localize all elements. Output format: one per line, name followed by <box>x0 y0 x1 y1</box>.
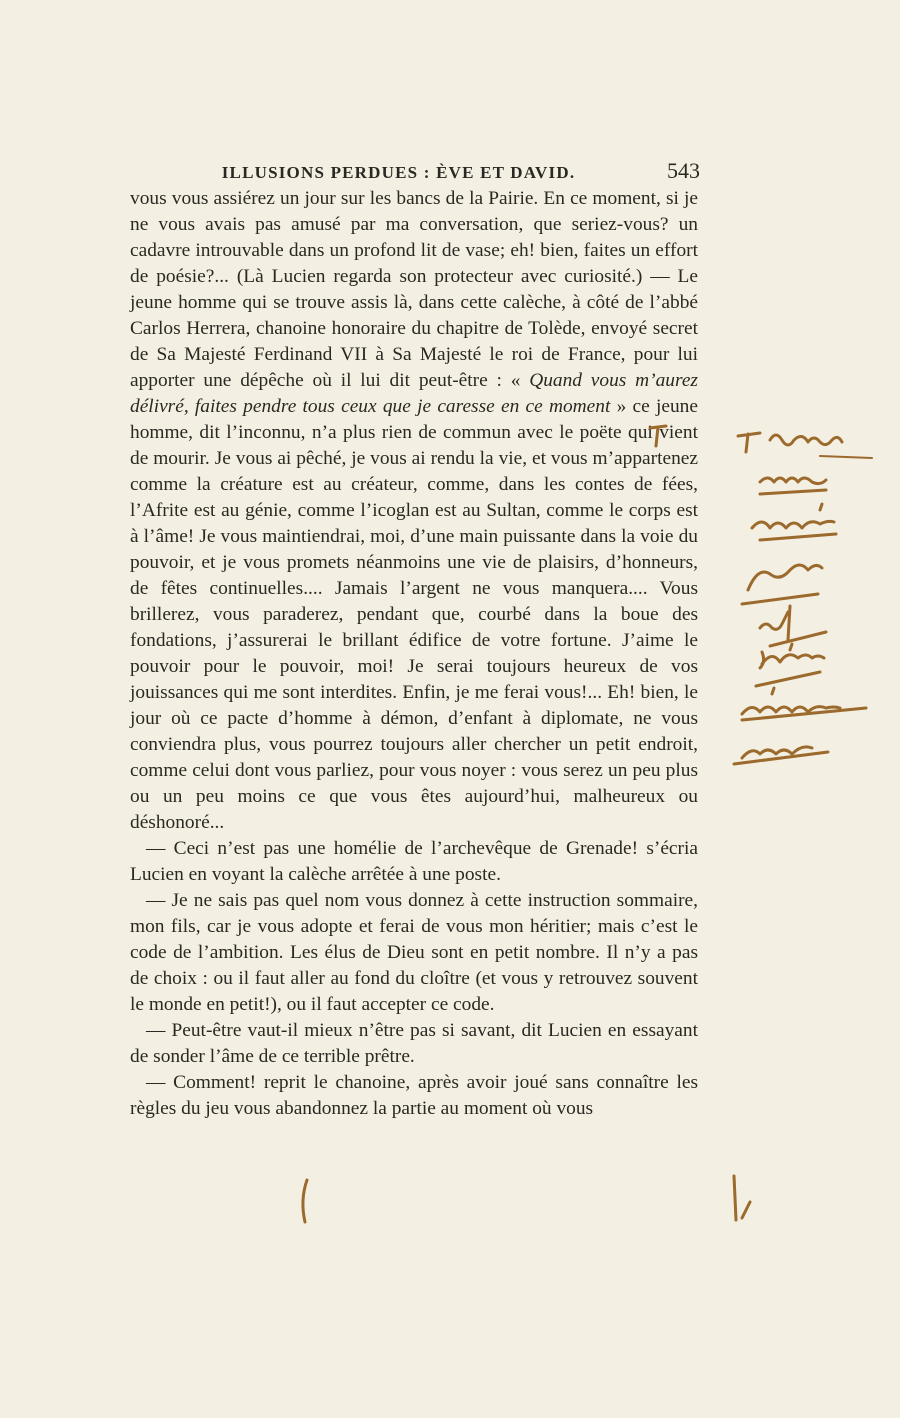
paragraph-2: — Ceci n’est pas une homélie de l’archevêque de Grenade! s’écria Lucien en voyant la calèche arrêtée à une poste. <box>130 838 698 885</box>
margin-handwriting-icon <box>734 433 872 764</box>
paragraph-4: — Peut-être vaut-il mieux n’être pas si savant, dit Lucien en essayant de sonder l’âme de ce terrible prêtre. <box>130 1020 698 1067</box>
quoted-italic-passage: Quand vous m’aurez délivré, faites pendre tous ceux que je caresse en ce moment <box>130 370 698 417</box>
running-title: ILLUSIONS PERDUES : ÈVE ET DAVID. <box>221 163 576 182</box>
paragraph-1-end: » ce jeune homme, dit l’inconnu, n’a plus rien de commun avec le poëte qui vient de mourir. Je vous ai pêché, je vous ai rendu la vie, et vous m’appartenez comme la créature est au créateur, comme, dans les contes de fées, l’Afrite est au génie, comme l’icoglan est au Sultan, comme le corps est à l’âme! Je vous maintiendrai, moi, d’une main puissante dans la voie du pouvoir, et je vous promets néanmoins une vie de plaisirs, d’honneurs, de fêtes continuelles.... Jamais l’argent ne vous manquera.... Vous brillerez, vous paraderez, pendant que, courbé dans la boue des fondations, j’assurerai le brillant édifice de votre fortune. J’aime le pouvoir pour le pouvoir, moi! Je serai toujours heureux de vos jouissances qui me sont interdites. Enfin, je me ferai vous!... Eh! bien, le jour où ce pacte d’homme à démon, d’enfant à diplomate, ne vous conviendra plus, vous pourrez toujours aller chercher un petit endroit, comme celui dont vous parliez, pour vous noyer : vous serez un peu plus ou un peu moins ce que vous êtes aujourd’hui, malheureux ou déshonoré... <box>130 396 698 833</box>
page-number: 543 <box>667 158 700 183</box>
page-header <box>130 158 700 184</box>
paragraph-1 <box>130 186 698 836</box>
paragraph-5: — Comment! reprit le chanoine, après avoir joué sans connaître les règles du jeu vous abandonnez la partie au moment où vous <box>130 1072 698 1119</box>
margin-mark-icon <box>734 1176 750 1220</box>
body-text <box>130 186 698 1122</box>
paragraph-3: — Je ne sais pas quel nom vous donnez à cette instruction sommaire, mon fils, car je vous adopte et ferai de vous mon héritier; mais c’est le code de l’ambition. Les élus de Dieu sont en petit nombre. Il n’y a pas de choix : ou il faut aller au fond du cloître (et vous y retrouvez souvent le monde en petit!), ou il faut accepter ce code. <box>130 890 698 1015</box>
insertion-mark-icon <box>303 1180 307 1222</box>
paragraph-1-start: vous vous assiérez un jour sur les bancs de la Pairie. En ce moment, si je ne vous avais pas amusé par ma conversation, que seriez-vous? un cadavre introuvable dans un profond lit de vase; eh! bien, faites un effort de poésie?... (Là Lucien regarda son protecteur avec curiosité.) — Le jeune homme qui se trouve assis là, dans cette calèche, à côté de l’abbé Carlos Herrera, chanoine honoraire du chapitre de Tolède, envoyé secret de Sa Majesté Ferdinand VII à Sa Majesté le roi de France, pour lui apporter une dépêche où il lui dit peut-être : « <box>130 188 698 391</box>
